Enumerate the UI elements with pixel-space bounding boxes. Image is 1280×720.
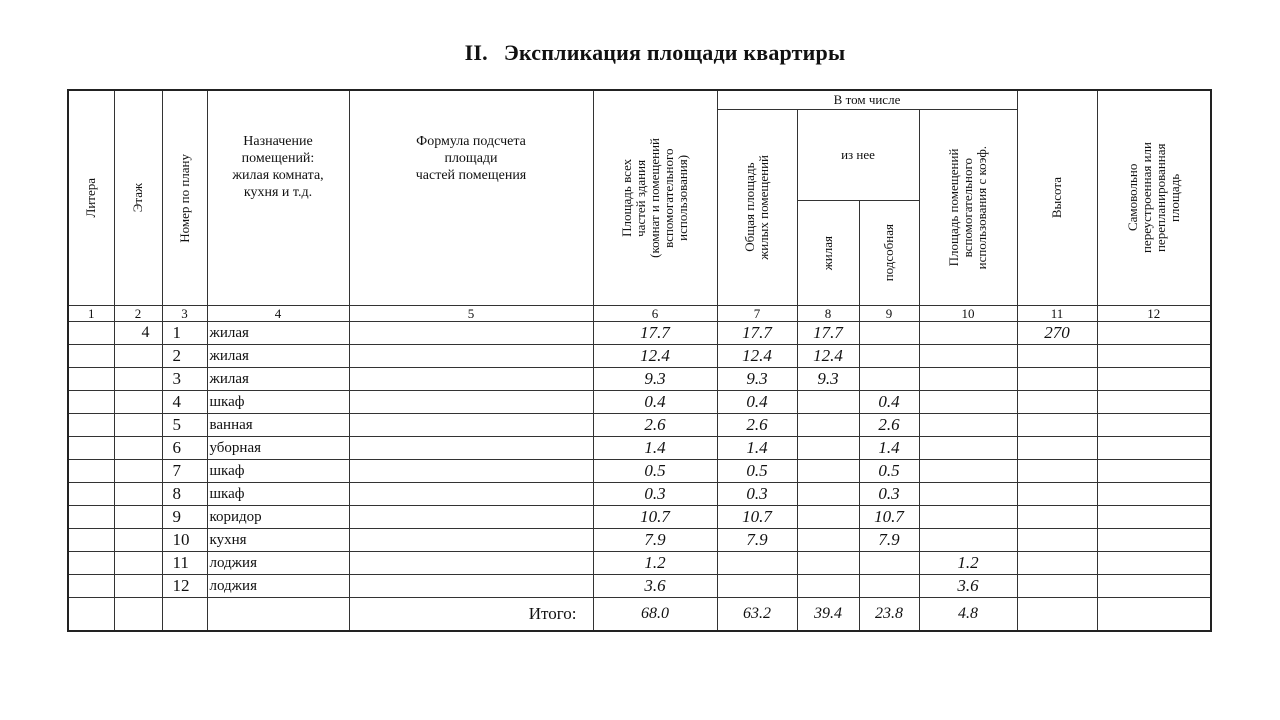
cell-floor	[114, 437, 162, 460]
cell-plan-number: 9	[162, 506, 207, 529]
cell-general-living: 10.7	[717, 506, 797, 529]
totals-empty-cell	[162, 598, 207, 632]
cell-unauthorized	[1097, 529, 1211, 552]
header-formula	[349, 90, 593, 306]
totals-general-living: 63.2	[717, 598, 797, 632]
cell-total-area: 12.4	[593, 345, 717, 368]
cell-aux-coef	[919, 414, 1017, 437]
cell-total-area: 7.9	[593, 529, 717, 552]
cell-purpose: шкаф	[207, 460, 349, 483]
cell-auxiliary: 1.4	[859, 437, 919, 460]
cell-unauthorized	[1097, 345, 1211, 368]
cell-total-area: 10.7	[593, 506, 717, 529]
cell-height	[1017, 575, 1097, 598]
cell-litera	[68, 391, 114, 414]
cell-plan-number: 10	[162, 529, 207, 552]
cell-height	[1017, 391, 1097, 414]
totals-empty-cell	[68, 598, 114, 632]
cell-aux-coef	[919, 437, 1017, 460]
cell-general-living: 7.9	[717, 529, 797, 552]
cell-living	[797, 414, 859, 437]
cell-height: 270	[1017, 322, 1097, 345]
table-row	[68, 483, 1211, 506]
cell-plan-number: 2	[162, 345, 207, 368]
header-including: В том числе	[717, 90, 1017, 110]
table-row	[68, 575, 1211, 598]
column-number: 1	[68, 306, 114, 322]
header-purpose	[207, 90, 349, 306]
table-row	[68, 529, 1211, 552]
cell-purpose: кухня	[207, 529, 349, 552]
cell-purpose: ванная	[207, 414, 349, 437]
cell-height	[1017, 414, 1097, 437]
document-title	[0, 40, 1280, 66]
header-aux-coef	[919, 110, 1017, 306]
cell-litera	[68, 414, 114, 437]
cell-general-living: 9.3	[717, 368, 797, 391]
header-total-area-text: Площадь всех частей здания (комнат и помещений вспомогательного использования)	[619, 138, 690, 258]
totals-empty-cell	[1097, 598, 1211, 632]
column-number: 11	[1017, 306, 1097, 322]
cell-auxiliary	[859, 575, 919, 598]
cell-formula	[349, 529, 593, 552]
cell-auxiliary	[859, 345, 919, 368]
cell-general-living	[717, 575, 797, 598]
cell-purpose: лоджия	[207, 575, 349, 598]
cell-general-living: 12.4	[717, 345, 797, 368]
header-floor	[114, 90, 162, 306]
cell-height	[1017, 483, 1097, 506]
cell-unauthorized	[1097, 552, 1211, 575]
table-row	[68, 437, 1211, 460]
cell-height	[1017, 552, 1097, 575]
cell-general-living: 0.5	[717, 460, 797, 483]
header-unauthorized-text: Самовольно переустроенная или перепланированная площадь	[1124, 142, 1182, 254]
cell-unauthorized	[1097, 575, 1211, 598]
cell-aux-coef	[919, 391, 1017, 414]
cell-height	[1017, 368, 1097, 391]
cell-living: 12.4	[797, 345, 859, 368]
cell-height	[1017, 529, 1097, 552]
cell-formula	[349, 368, 593, 391]
header-floor-text: Этаж	[130, 183, 145, 213]
column-number: 7	[717, 306, 797, 322]
cell-purpose: жилая	[207, 345, 349, 368]
cell-floor	[114, 414, 162, 437]
cell-litera	[68, 483, 114, 506]
table-body	[68, 322, 1211, 598]
column-number: 10	[919, 306, 1017, 322]
table-row	[68, 460, 1211, 483]
cell-general-living: 1.4	[717, 437, 797, 460]
totals-row	[68, 598, 1211, 632]
cell-general-living: 17.7	[717, 322, 797, 345]
cell-litera	[68, 552, 114, 575]
totals-empty-cell	[1017, 598, 1097, 632]
cell-total-area: 1.4	[593, 437, 717, 460]
cell-general-living: 2.6	[717, 414, 797, 437]
cell-living	[797, 506, 859, 529]
column-number: 2	[114, 306, 162, 322]
cell-auxiliary: 10.7	[859, 506, 919, 529]
cell-floor	[114, 529, 162, 552]
table-row	[68, 368, 1211, 391]
totals-aux-coef: 4.8	[919, 598, 1017, 632]
cell-formula	[349, 506, 593, 529]
column-number-row	[68, 306, 1211, 322]
cell-unauthorized	[1097, 322, 1211, 345]
cell-living	[797, 483, 859, 506]
cell-floor	[114, 391, 162, 414]
header-purpose-text: Назначение помещений: жилая комната, кухня и т.д.	[232, 134, 324, 200]
column-number: 8	[797, 306, 859, 322]
cell-total-area: 9.3	[593, 368, 717, 391]
cell-aux-coef	[919, 322, 1017, 345]
cell-plan-number: 6	[162, 437, 207, 460]
header-general-living	[717, 110, 797, 306]
cell-formula	[349, 437, 593, 460]
cell-general-living: 0.4	[717, 391, 797, 414]
column-number: 6	[593, 306, 717, 322]
cell-formula	[349, 460, 593, 483]
cell-total-area: 2.6	[593, 414, 717, 437]
column-number: 12	[1097, 306, 1211, 322]
cell-plan-number: 8	[162, 483, 207, 506]
column-number: 4	[207, 306, 349, 322]
cell-formula	[349, 345, 593, 368]
cell-plan-number: 4	[162, 391, 207, 414]
cell-litera	[68, 322, 114, 345]
cell-unauthorized	[1097, 460, 1211, 483]
cell-plan-number: 7	[162, 460, 207, 483]
table-row	[68, 506, 1211, 529]
table-row	[68, 322, 1211, 345]
header-plan-number-text: Номер по плану	[176, 153, 192, 243]
cell-floor	[114, 552, 162, 575]
cell-floor	[114, 575, 162, 598]
cell-aux-coef	[919, 483, 1017, 506]
cell-litera	[68, 345, 114, 368]
cell-purpose: уборная	[207, 437, 349, 460]
cell-purpose: жилая	[207, 368, 349, 391]
cell-litera	[68, 368, 114, 391]
cell-auxiliary: 0.4	[859, 391, 919, 414]
cell-litera	[68, 506, 114, 529]
cell-unauthorized	[1097, 437, 1211, 460]
header-total-area	[593, 90, 717, 306]
header-living-text: жилая	[820, 235, 835, 270]
cell-living	[797, 391, 859, 414]
cell-living: 9.3	[797, 368, 859, 391]
header-aux-coef-text: Площадь помещений вспомогательного использования с коэф.	[946, 145, 989, 270]
cell-formula	[349, 575, 593, 598]
cell-floor: 4	[114, 322, 162, 345]
cell-floor	[114, 506, 162, 529]
cell-auxiliary	[859, 552, 919, 575]
cell-height	[1017, 437, 1097, 460]
cell-living	[797, 460, 859, 483]
cell-plan-number: 1	[162, 322, 207, 345]
column-number: 3	[162, 306, 207, 322]
header-height	[1017, 90, 1097, 306]
cell-aux-coef: 1.2	[919, 552, 1017, 575]
cell-aux-coef: 3.6	[919, 575, 1017, 598]
totals-living: 39.4	[797, 598, 859, 632]
cell-floor	[114, 368, 162, 391]
cell-height	[1017, 345, 1097, 368]
title-text: Экспликация площади квартиры	[503, 40, 846, 65]
cell-plan-number: 3	[162, 368, 207, 391]
header-living	[797, 200, 859, 305]
header-height-text: Высота	[1049, 177, 1064, 219]
header-plan-number	[162, 90, 207, 306]
cell-aux-coef	[919, 460, 1017, 483]
table-row	[68, 414, 1211, 437]
cell-aux-coef	[919, 529, 1017, 552]
cell-total-area: 3.6	[593, 575, 717, 598]
cell-auxiliary: 7.9	[859, 529, 919, 552]
cell-general-living	[717, 552, 797, 575]
cell-purpose: шкаф	[207, 391, 349, 414]
totals-empty-cell	[207, 598, 349, 632]
cell-purpose: коридор	[207, 506, 349, 529]
cell-plan-number: 5	[162, 414, 207, 437]
cell-unauthorized	[1097, 506, 1211, 529]
cell-height	[1017, 506, 1097, 529]
totals-auxiliary: 23.8	[859, 598, 919, 632]
column-number: 5	[349, 306, 593, 322]
header-formula-text: Формула подсчета площади частей помещения	[415, 133, 527, 183]
header-unauthorized	[1097, 90, 1211, 306]
table-row	[68, 552, 1211, 575]
cell-living	[797, 575, 859, 598]
cell-unauthorized	[1097, 391, 1211, 414]
cell-living: 17.7	[797, 322, 859, 345]
header-auxiliary	[859, 200, 919, 305]
cell-auxiliary	[859, 368, 919, 391]
cell-auxiliary: 0.3	[859, 483, 919, 506]
cell-auxiliary: 2.6	[859, 414, 919, 437]
cell-formula	[349, 552, 593, 575]
header-litera	[68, 90, 114, 306]
cell-plan-number: 11	[162, 552, 207, 575]
cell-litera	[68, 460, 114, 483]
cell-litera	[68, 575, 114, 598]
cell-purpose: жилая	[207, 322, 349, 345]
cell-formula	[349, 322, 593, 345]
cell-floor	[114, 483, 162, 506]
cell-unauthorized	[1097, 414, 1211, 437]
header-of-which: из нее	[797, 110, 919, 201]
cell-living	[797, 529, 859, 552]
cell-total-area: 0.5	[593, 460, 717, 483]
cell-living	[797, 552, 859, 575]
cell-litera	[68, 529, 114, 552]
cell-total-area: 0.4	[593, 391, 717, 414]
cell-floor	[114, 345, 162, 368]
header-litera-text: Литера	[83, 178, 99, 218]
cell-auxiliary	[859, 322, 919, 345]
cell-plan-number: 12	[162, 575, 207, 598]
cell-floor	[114, 460, 162, 483]
cell-living	[797, 437, 859, 460]
cell-general-living: 0.3	[717, 483, 797, 506]
cell-total-area: 0.3	[593, 483, 717, 506]
cell-auxiliary: 0.5	[859, 460, 919, 483]
cell-height	[1017, 460, 1097, 483]
header-auxiliary-text: подсобная	[881, 224, 896, 282]
cell-aux-coef	[919, 368, 1017, 391]
explication-table	[67, 89, 1212, 632]
cell-formula	[349, 414, 593, 437]
cell-aux-coef	[919, 345, 1017, 368]
cell-total-area: 1.2	[593, 552, 717, 575]
title-section-number: II.	[464, 40, 488, 65]
header-general-living-text: Общая площадь жилых помещений	[742, 155, 771, 260]
cell-unauthorized	[1097, 368, 1211, 391]
cell-purpose: лоджия	[207, 552, 349, 575]
cell-formula	[349, 483, 593, 506]
cell-formula	[349, 391, 593, 414]
table-row	[68, 391, 1211, 414]
table-row	[68, 345, 1211, 368]
cell-total-area: 17.7	[593, 322, 717, 345]
cell-unauthorized	[1097, 483, 1211, 506]
header-row-top	[68, 90, 1211, 110]
cell-purpose: шкаф	[207, 483, 349, 506]
column-number: 9	[859, 306, 919, 322]
totals-label: Итого:	[349, 598, 593, 632]
totals-total-area: 68.0	[593, 598, 717, 632]
totals-empty-cell	[114, 598, 162, 632]
cell-litera	[68, 437, 114, 460]
cell-aux-coef	[919, 506, 1017, 529]
